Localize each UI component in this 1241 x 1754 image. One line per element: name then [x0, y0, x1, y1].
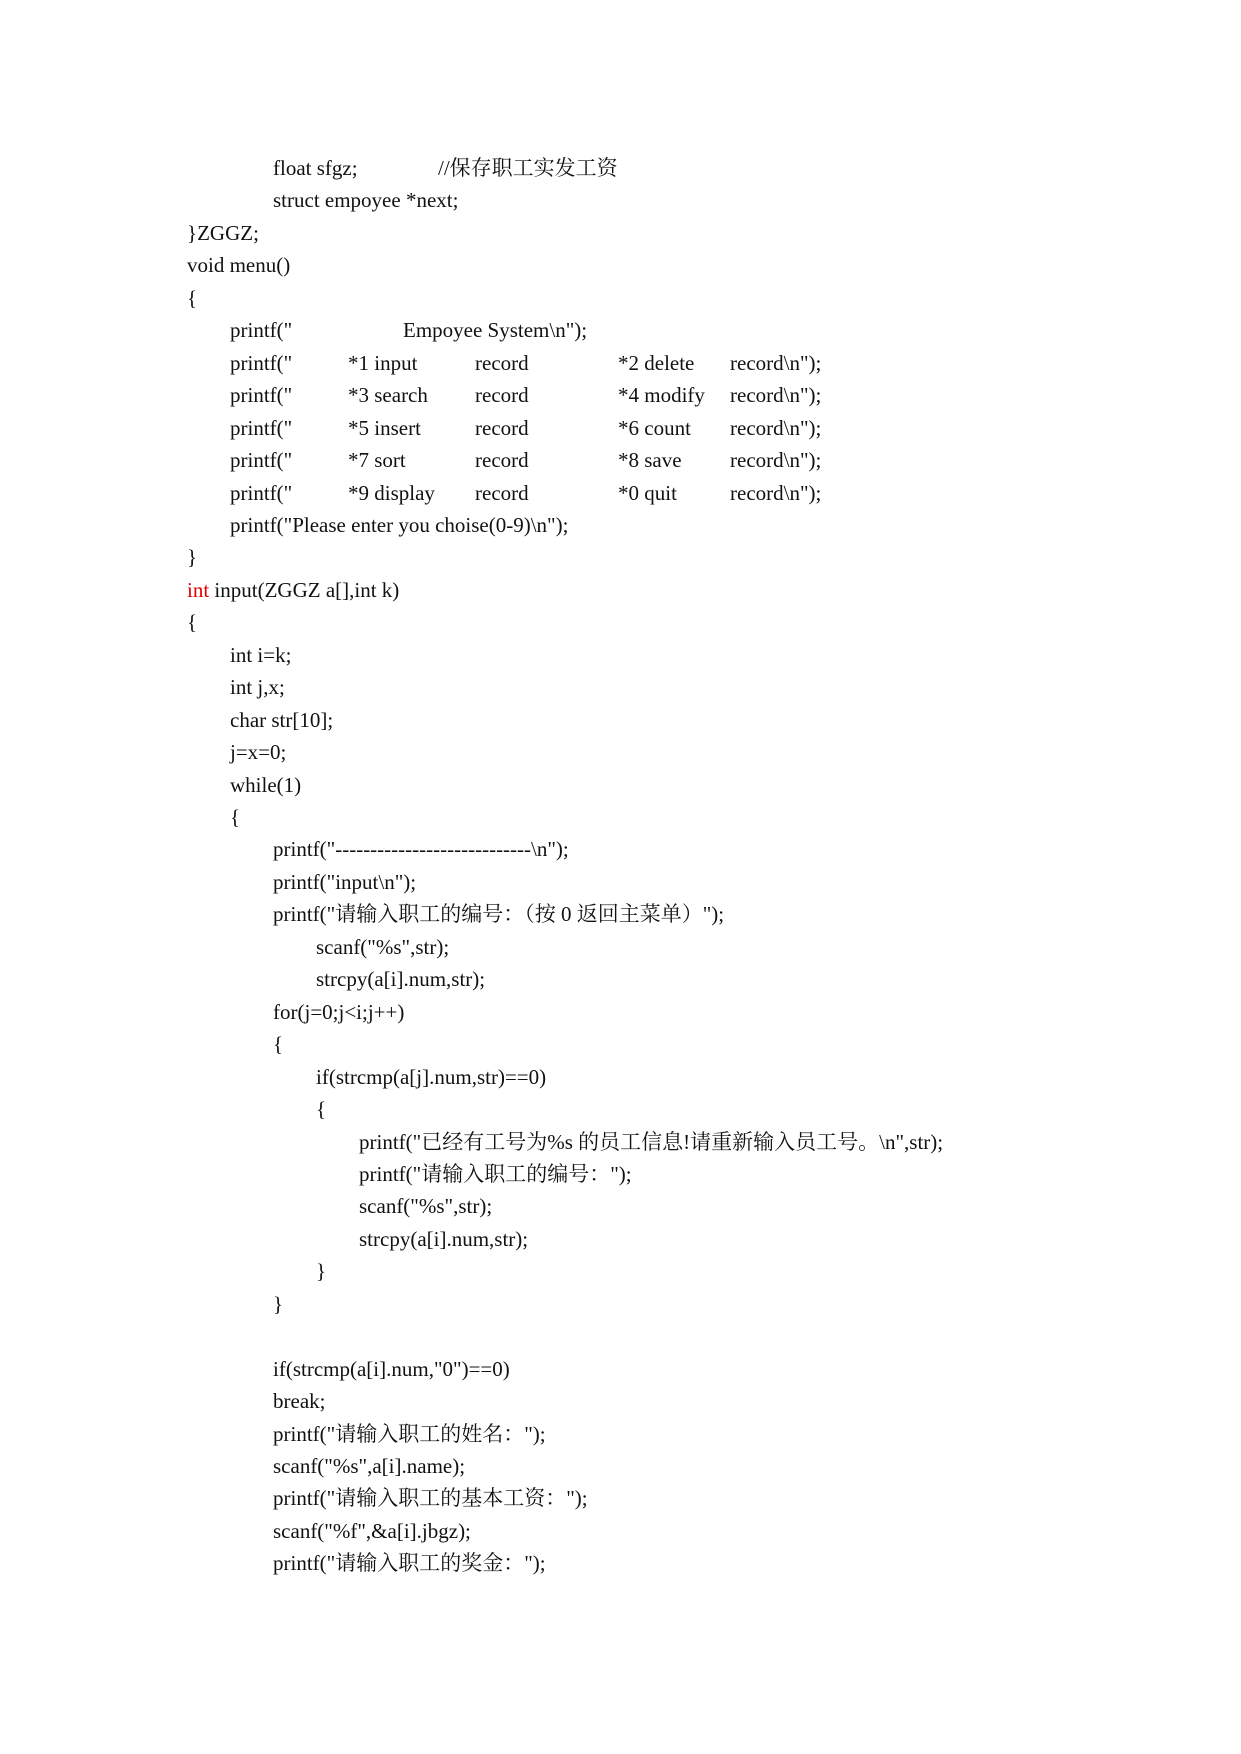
menu-item-text: record: [475, 480, 529, 505]
code-text: float sfgz;: [273, 156, 358, 180]
code-text: {: [273, 1032, 284, 1057]
menu-item-text: record\n");: [730, 383, 822, 408]
code-text: {: [187, 610, 198, 635]
code-text: void menu(): [187, 253, 291, 278]
menu-item-text: *5 insert: [348, 415, 421, 440]
code-text: strcpy(a[i].num,str);: [359, 1226, 529, 1251]
code-text: printf(": [230, 448, 293, 473]
code-text: scanf("%s",str);: [359, 1194, 493, 1219]
code-text: printf("请输入职工的基本工资：");: [273, 1486, 588, 1511]
code-text: }ZGGZ;: [187, 220, 259, 245]
code-text: }: [316, 1259, 327, 1284]
code-text: int j,x;: [230, 675, 285, 700]
menu-item-text: record\n");: [730, 415, 822, 440]
code-text: scanf("%f",&a[i].jbgz);: [273, 1518, 471, 1543]
code-text: while(1): [230, 772, 302, 797]
menu-item-text: *2 delete: [618, 350, 695, 375]
menu-item-text: *4 modify: [618, 383, 705, 408]
code-text: break;: [273, 1389, 326, 1414]
code-text: printf("请输入职工的编号：（按 0 返回主菜单）");: [273, 902, 725, 927]
code-text: printf(": [230, 480, 293, 505]
code-text: {: [230, 805, 241, 829]
code-text: printf("Please enter you choise(0-9)\n");: [230, 512, 569, 537]
code-text: j=x=0;: [230, 740, 287, 765]
code-text: printf("input\n");: [273, 869, 417, 894]
code-text: printf(": [230, 318, 293, 343]
code-text: for(j=0;j<i;j++): [273, 999, 405, 1024]
code-text: if(strcmp(a[i].num,"0")==0): [273, 1356, 510, 1381]
menu-item-text: record: [475, 448, 529, 473]
code-text: printf("----------------------------\n");: [273, 837, 569, 862]
code-text: struct empoyee *next;: [273, 188, 459, 213]
menu-item-text: record\n");: [730, 480, 822, 505]
menu-item-text: *9 display: [348, 480, 435, 505]
menu-item-text: *6 count: [618, 415, 691, 440]
menu-item-text: *8 save: [618, 448, 682, 473]
code-text: printf("已经有工号为%s 的员工信息!请重新输入员工号。\n",str);: [359, 1129, 944, 1154]
code-text: }: [187, 545, 198, 570]
code-text: scanf("%s",str);: [316, 934, 450, 959]
menu-item-text: record\n");: [730, 350, 822, 375]
code-text: strcpy(a[i].num,str);: [316, 967, 486, 992]
code-text: printf(": [230, 350, 293, 375]
code-text: input(ZGGZ a[],int k): [209, 577, 400, 602]
code-text: printf(": [230, 415, 293, 440]
menu-item-text: *1 input: [348, 350, 418, 375]
menu-title-text: Empoyee System\n");: [403, 318, 588, 343]
code-keyword: int: [187, 577, 210, 602]
menu-item-text: record: [475, 350, 529, 375]
code-text: printf("请输入职工的编号：");: [359, 1161, 632, 1186]
code-text: printf(": [230, 383, 293, 408]
code-text: }: [273, 1291, 284, 1316]
menu-item-text: record\n");: [730, 448, 822, 473]
code-text: char str[10];: [230, 707, 334, 732]
menu-item-text: *3 search: [348, 383, 428, 408]
menu-item-text: *7 sort: [348, 448, 406, 473]
code-text: scanf("%s",a[i].name);: [273, 1454, 466, 1478]
code-text: int i=k;: [230, 642, 292, 667]
code-comment: //保存职工实发工资: [438, 156, 618, 180]
code-text: printf("请输入职工的姓名：");: [273, 1421, 546, 1446]
code-text: {: [187, 285, 198, 310]
menu-item-text: record: [475, 415, 529, 440]
code-text: printf("请输入职工的奖金：");: [273, 1551, 546, 1576]
code-text: {: [316, 1097, 327, 1122]
menu-item-text: record: [475, 383, 529, 408]
menu-item-text: *0 quit: [618, 480, 677, 505]
code-text: if(strcmp(a[j].num,str)==0): [316, 1064, 547, 1089]
